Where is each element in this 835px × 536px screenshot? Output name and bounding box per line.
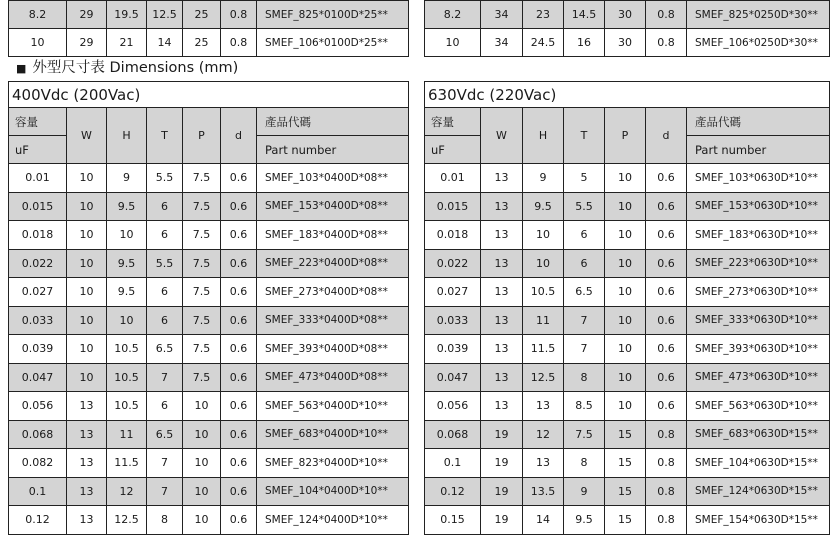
- cell-capacity: 0.082: [9, 449, 67, 478]
- cell-part-number: SMEF_393*0630D*10**: [687, 335, 830, 364]
- table-row: [425, 392, 830, 421]
- cell-w: 10: [67, 221, 107, 250]
- header-p: P: [183, 108, 221, 164]
- cell-h: 21: [107, 29, 147, 57]
- cell-t: 5: [564, 164, 605, 193]
- table-row: [425, 192, 830, 221]
- cell-p: 15: [605, 449, 646, 478]
- cell-h: 10.5: [107, 363, 147, 392]
- table-row: [9, 221, 409, 250]
- header-capacity-unit: uF: [425, 136, 481, 164]
- cell-p: 7.5: [183, 278, 221, 307]
- cell-t: 7: [564, 335, 605, 364]
- cell-d: 0.8: [221, 1, 257, 29]
- cell-h: 9.5: [107, 249, 147, 278]
- cell-capacity: 8.2: [425, 1, 481, 29]
- cell-d: 0.8: [646, 477, 687, 506]
- table-row: [425, 249, 830, 278]
- cell-h: 23: [523, 1, 564, 29]
- cell-t: 8: [564, 363, 605, 392]
- cell-part-number: SMEF_563*0400D*10**: [257, 392, 409, 421]
- cell-p: 10: [605, 164, 646, 193]
- cell-p: 10: [605, 192, 646, 221]
- cell-t: 5.5: [564, 192, 605, 221]
- cell-capacity: 0.056: [9, 392, 67, 421]
- cell-h: 11: [523, 306, 564, 335]
- cell-capacity: 10: [425, 29, 481, 57]
- cell-capacity: 0.018: [9, 221, 67, 250]
- cell-d: 0.6: [221, 506, 257, 535]
- cell-p: 10: [605, 335, 646, 364]
- cell-h: 13: [523, 392, 564, 421]
- cell-t: 7.5: [564, 420, 605, 449]
- cell-h: 10.5: [523, 278, 564, 307]
- cell-w: 13: [481, 392, 523, 421]
- cell-capacity: 0.047: [9, 363, 67, 392]
- table-row: [425, 363, 830, 392]
- cell-w: 10: [67, 249, 107, 278]
- table-row: [9, 278, 409, 307]
- cell-w: 10: [67, 306, 107, 335]
- cell-part-number: SMEF_273*0400D*08**: [257, 278, 409, 307]
- cell-h: 10.5: [107, 392, 147, 421]
- cell-capacity: 0.12: [425, 477, 481, 506]
- cell-part-number: SMEF_683*0400D*10**: [257, 420, 409, 449]
- cell-w: 34: [481, 29, 523, 57]
- cell-w: 10: [67, 363, 107, 392]
- cell-d: 0.8: [646, 1, 687, 29]
- cell-t: 12.5: [147, 1, 183, 29]
- cell-t: 6: [147, 221, 183, 250]
- cell-p: 30: [605, 1, 646, 29]
- cell-capacity: 0.039: [9, 335, 67, 364]
- header-p: P: [605, 108, 646, 164]
- section-title: [16, 58, 238, 79]
- cell-d: 0.6: [646, 392, 687, 421]
- cell-capacity: 0.068: [9, 420, 67, 449]
- table-row: [9, 249, 409, 278]
- cell-w: 13: [481, 278, 523, 307]
- header-capacity: 容量: [425, 108, 481, 136]
- cell-t: 6: [564, 249, 605, 278]
- cell-h: 9.5: [107, 192, 147, 221]
- cell-p: 10: [605, 221, 646, 250]
- table-row: [9, 306, 409, 335]
- cell-part-number: SMEF_104*0400D*10**: [257, 477, 409, 506]
- cell-d: 0.6: [221, 420, 257, 449]
- cell-part-number: SMEF_153*0630D*10**: [687, 192, 830, 221]
- cell-p: 10: [183, 420, 221, 449]
- cell-capacity: 0.15: [425, 506, 481, 535]
- cell-p: 10: [605, 363, 646, 392]
- cell-t: 8.5: [564, 392, 605, 421]
- cell-h: 19.5: [107, 1, 147, 29]
- header-part-number: Part number: [687, 136, 830, 164]
- table-row: [9, 506, 409, 535]
- cell-part-number: SMEF_223*0400D*08**: [257, 249, 409, 278]
- cell-part-number: SMEF_183*0400D*08**: [257, 221, 409, 250]
- cell-part-number: SMEF_223*0630D*10**: [687, 249, 830, 278]
- cell-p: 10: [605, 392, 646, 421]
- top-right-continuation-table: [424, 0, 830, 57]
- cell-h: 10: [107, 306, 147, 335]
- table-row: [9, 335, 409, 364]
- table-row: [425, 221, 830, 250]
- header-d: d: [221, 108, 257, 164]
- cell-w: 10: [67, 335, 107, 364]
- cell-part-number: SMEF_683*0630D*15**: [687, 420, 830, 449]
- cell-part-number: SMEF_124*0400D*10**: [257, 506, 409, 535]
- cell-capacity: 0.033: [425, 306, 481, 335]
- cell-capacity: 0.027: [9, 278, 67, 307]
- cell-t: 6: [147, 306, 183, 335]
- cell-d: 0.6: [221, 278, 257, 307]
- table-row: [425, 278, 830, 307]
- cell-w: 13: [67, 449, 107, 478]
- cell-t: 6: [147, 392, 183, 421]
- table-row: [9, 363, 409, 392]
- table-row: [9, 1, 409, 29]
- cell-w: 13: [481, 249, 523, 278]
- cell-h: 9: [523, 164, 564, 193]
- cell-p: 25: [183, 29, 221, 57]
- cell-p: 7.5: [183, 221, 221, 250]
- cell-d: 0.6: [221, 164, 257, 193]
- cell-capacity: 0.039: [425, 335, 481, 364]
- cell-w: 13: [67, 392, 107, 421]
- cell-capacity: 0.015: [425, 192, 481, 221]
- table-row: [425, 29, 830, 57]
- header-w: W: [481, 108, 523, 164]
- cell-h: 11.5: [523, 335, 564, 364]
- cell-d: 0.6: [646, 278, 687, 307]
- cell-t: 14.5: [564, 1, 605, 29]
- cell-d: 0.8: [221, 29, 257, 57]
- cell-part-number: SMEF_104*0630D*15**: [687, 449, 830, 478]
- cell-part-number: SMEF_473*0400D*08**: [257, 363, 409, 392]
- cell-capacity: 0.022: [425, 249, 481, 278]
- table-row: [425, 506, 830, 535]
- cell-t: 8: [564, 449, 605, 478]
- cell-w: 13: [481, 221, 523, 250]
- cell-capacity: 0.027: [425, 278, 481, 307]
- cell-p: 10: [183, 449, 221, 478]
- cell-part-number: SMEF_154*0630D*15**: [687, 506, 830, 535]
- cell-p: 7.5: [183, 192, 221, 221]
- cell-h: 12: [523, 420, 564, 449]
- cell-p: 10: [605, 249, 646, 278]
- header-code: 產品代碼: [687, 108, 830, 136]
- table-row: [9, 29, 409, 57]
- section-title-text: 外型尺寸表 Dimensions (mm): [32, 60, 239, 76]
- cell-d: 0.6: [221, 449, 257, 478]
- cell-p: 10: [183, 392, 221, 421]
- cell-capacity: 0.1: [425, 449, 481, 478]
- cell-t: 8: [147, 506, 183, 535]
- cell-w: 10: [67, 278, 107, 307]
- cell-p: 10: [183, 477, 221, 506]
- cell-capacity: 0.015: [9, 192, 67, 221]
- cell-t: 6: [147, 278, 183, 307]
- cell-part-number: SMEF_103*0630D*10**: [687, 164, 830, 193]
- cell-capacity: 0.022: [9, 249, 67, 278]
- cell-capacity: 0.068: [425, 420, 481, 449]
- cell-d: 0.6: [221, 363, 257, 392]
- cell-capacity: 0.01: [9, 164, 67, 193]
- cell-part-number: SMEF_273*0630D*10**: [687, 278, 830, 307]
- cell-p: 15: [605, 506, 646, 535]
- cell-d: 0.6: [646, 192, 687, 221]
- cell-d: 0.8: [646, 29, 687, 57]
- cell-capacity: 0.056: [425, 392, 481, 421]
- cell-part-number: SMEF_153*0400D*08**: [257, 192, 409, 221]
- header-part-number: Part number: [257, 136, 409, 164]
- cell-part-number: SMEF_333*0630D*10**: [687, 306, 830, 335]
- cell-part-number: SMEF_823*0400D*10**: [257, 449, 409, 478]
- cell-capacity: 0.018: [425, 221, 481, 250]
- dimensions-table-400vdc: [8, 81, 409, 535]
- cell-part-number: SMEF_333*0400D*08**: [257, 306, 409, 335]
- cell-w: 10: [67, 192, 107, 221]
- table-row: [9, 420, 409, 449]
- cell-p: 7.5: [183, 335, 221, 364]
- cell-t: 6.5: [147, 335, 183, 364]
- cell-h: 11: [107, 420, 147, 449]
- cell-t: 6.5: [564, 278, 605, 307]
- cell-d: 0.6: [221, 477, 257, 506]
- header-h: H: [523, 108, 564, 164]
- cell-t: 14: [147, 29, 183, 57]
- cell-part-number: SMEF_473*0630D*10**: [687, 363, 830, 392]
- cell-part-number: SMEF_393*0400D*08**: [257, 335, 409, 364]
- cell-d: 0.6: [646, 306, 687, 335]
- cell-t: 7: [564, 306, 605, 335]
- cell-d: 0.6: [646, 221, 687, 250]
- cell-t: 7: [147, 477, 183, 506]
- cell-capacity: 8.2: [9, 1, 67, 29]
- cell-capacity: 10: [9, 29, 67, 57]
- cell-p: 7.5: [183, 249, 221, 278]
- header-h: H: [107, 108, 147, 164]
- table-row: [425, 306, 830, 335]
- cell-t: 5.5: [147, 164, 183, 193]
- table-row: [425, 449, 830, 478]
- cell-t: 5.5: [147, 249, 183, 278]
- cell-part-number: SMEF_825*0250D*30**: [687, 1, 830, 29]
- cell-d: 0.6: [221, 192, 257, 221]
- bullet-icon: ■: [16, 62, 27, 75]
- cell-d: 0.8: [646, 506, 687, 535]
- cell-d: 0.8: [646, 449, 687, 478]
- table-row: [9, 449, 409, 478]
- table-row: [425, 1, 830, 29]
- cell-part-number: SMEF_106*0100D*25**: [257, 29, 409, 57]
- cell-w: 13: [481, 192, 523, 221]
- cell-w: 19: [481, 506, 523, 535]
- cell-h: 12: [107, 477, 147, 506]
- cell-p: 15: [605, 420, 646, 449]
- cell-t: 6: [564, 221, 605, 250]
- cell-h: 11.5: [107, 449, 147, 478]
- header-capacity: 容量: [9, 108, 67, 136]
- header-capacity-unit: uF: [9, 136, 67, 164]
- cell-h: 10: [523, 249, 564, 278]
- cell-d: 0.6: [646, 335, 687, 364]
- cell-h: 14: [523, 506, 564, 535]
- cell-w: 13: [67, 420, 107, 449]
- cell-d: 0.6: [646, 363, 687, 392]
- cell-h: 13.5: [523, 477, 564, 506]
- dimensions-table-630vdc: [424, 81, 830, 535]
- cell-d: 0.6: [646, 164, 687, 193]
- table-row: [9, 392, 409, 421]
- cell-t: 6.5: [147, 420, 183, 449]
- cell-t: 7: [147, 363, 183, 392]
- cell-w: 29: [67, 1, 107, 29]
- cell-w: 13: [481, 363, 523, 392]
- cell-w: 19: [481, 477, 523, 506]
- cell-p: 7.5: [183, 306, 221, 335]
- cell-part-number: SMEF_106*0250D*30**: [687, 29, 830, 57]
- table-caption: 630Vdc (220Vac): [425, 82, 830, 108]
- cell-p: 10: [183, 506, 221, 535]
- table-row: [9, 477, 409, 506]
- cell-w: 10: [67, 164, 107, 193]
- cell-h: 9.5: [523, 192, 564, 221]
- table-row: [425, 335, 830, 364]
- cell-p: 7.5: [183, 363, 221, 392]
- cell-d: 0.6: [221, 392, 257, 421]
- cell-h: 24.5: [523, 29, 564, 57]
- cell-w: 13: [481, 306, 523, 335]
- cell-p: 10: [605, 278, 646, 307]
- cell-h: 13: [523, 449, 564, 478]
- cell-part-number: SMEF_124*0630D*15**: [687, 477, 830, 506]
- cell-part-number: SMEF_825*0100D*25**: [257, 1, 409, 29]
- table-row: [9, 164, 409, 193]
- cell-t: 6: [147, 192, 183, 221]
- cell-capacity: 0.1: [9, 477, 67, 506]
- cell-w: 13: [67, 477, 107, 506]
- cell-p: 25: [183, 1, 221, 29]
- cell-w: 19: [481, 420, 523, 449]
- cell-part-number: SMEF_183*0630D*10**: [687, 221, 830, 250]
- cell-capacity: 0.047: [425, 363, 481, 392]
- cell-t: 9.5: [564, 506, 605, 535]
- cell-capacity: 0.033: [9, 306, 67, 335]
- header-w: W: [67, 108, 107, 164]
- table-row: [425, 420, 830, 449]
- cell-p: 15: [605, 477, 646, 506]
- cell-h: 12.5: [523, 363, 564, 392]
- header-t: T: [147, 108, 183, 164]
- cell-part-number: SMEF_563*0630D*10**: [687, 392, 830, 421]
- cell-p: 30: [605, 29, 646, 57]
- header-d: d: [646, 108, 687, 164]
- table-row: [9, 192, 409, 221]
- cell-h: 10: [107, 221, 147, 250]
- cell-w: 13: [481, 335, 523, 364]
- cell-w: 13: [67, 506, 107, 535]
- cell-w: 29: [67, 29, 107, 57]
- cell-t: 7: [147, 449, 183, 478]
- cell-capacity: 0.01: [425, 164, 481, 193]
- cell-h: 9: [107, 164, 147, 193]
- cell-h: 9.5: [107, 278, 147, 307]
- cell-d: 0.6: [646, 249, 687, 278]
- cell-d: 0.6: [221, 249, 257, 278]
- cell-d: 0.6: [221, 335, 257, 364]
- table-row: [425, 164, 830, 193]
- table-row: [425, 477, 830, 506]
- cell-capacity: 0.12: [9, 506, 67, 535]
- cell-d: 0.6: [221, 221, 257, 250]
- cell-w: 34: [481, 1, 523, 29]
- cell-p: 7.5: [183, 164, 221, 193]
- table-caption: 400Vdc (200Vac): [9, 82, 409, 108]
- cell-d: 0.8: [646, 420, 687, 449]
- cell-p: 10: [605, 306, 646, 335]
- cell-w: 13: [481, 164, 523, 193]
- cell-h: 12.5: [107, 506, 147, 535]
- cell-d: 0.6: [221, 306, 257, 335]
- cell-h: 10: [523, 221, 564, 250]
- cell-t: 9: [564, 477, 605, 506]
- header-t: T: [564, 108, 605, 164]
- cell-h: 10.5: [107, 335, 147, 364]
- cell-t: 16: [564, 29, 605, 57]
- top-left-continuation-table: [8, 0, 409, 57]
- cell-w: 19: [481, 449, 523, 478]
- header-code: 產品代碼: [257, 108, 409, 136]
- cell-part-number: SMEF_103*0400D*08**: [257, 164, 409, 193]
